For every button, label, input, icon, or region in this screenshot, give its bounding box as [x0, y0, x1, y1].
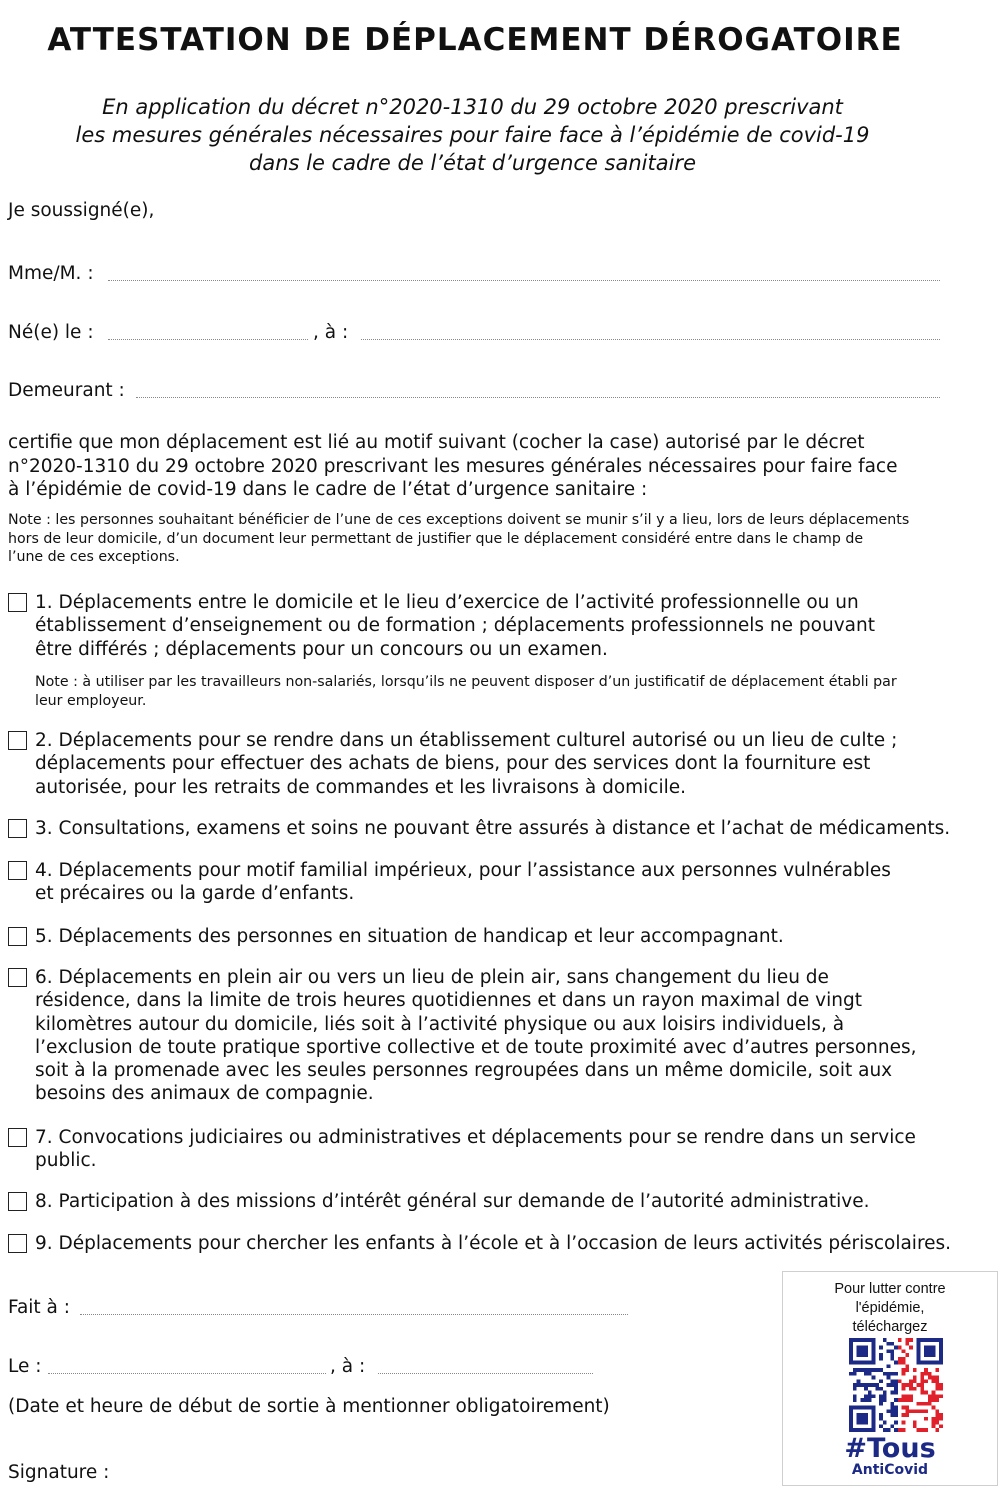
- birth-date-label: Né(e) le :: [8, 322, 94, 343]
- reason-line: 4. Déplacements pour motif familial impérieux, pour l’assistance aux personnes vulnérables: [35, 860, 891, 881]
- subtitle-line: les mesures générales nécessaires pour faire face à l’épidémie de covid-19: [75, 123, 870, 147]
- subtitle: [0, 93, 945, 177]
- reason-3-text: [35, 817, 950, 840]
- promo-line: Pour lutter contre: [834, 1281, 946, 1297]
- address-row: [8, 380, 948, 408]
- date-note: (Date et heure de début de sortie à mentionner obligatoirement): [8, 1396, 610, 1417]
- reason-line: l’exclusion de toute pratique sportive collective et de toute proximité avec d’autres personnes,: [35, 1036, 917, 1058]
- certify-line: n°2020-1310 du 29 octobre 2020 prescrivant les mesures générales nécessaires pour faire face: [8, 455, 898, 477]
- subtitle-line: En application du décret n°2020-1310 du 29 octobre 2020 prescrivant: [102, 95, 843, 119]
- reason-line: et précaires ou la garde d’enfants.: [35, 883, 355, 905]
- reason-5-checkbox[interactable]: [8, 927, 27, 946]
- reason-line: résidence, dans la limite de trois heures quotidiennes et dans un rayon maximal de vingt: [35, 990, 862, 1012]
- reason-line: 9. Déplacements pour chercher les enfants à l’école et à l’occasion de leurs activités périscolaires.: [35, 1233, 952, 1254]
- brand-hashtag: #Tous: [844, 1433, 936, 1464]
- time-field[interactable]: [378, 1373, 593, 1374]
- note-line: leur employeur.: [35, 692, 147, 709]
- reason-line: besoins des animaux de compagnie.: [35, 1083, 374, 1105]
- reason-7-checkbox[interactable]: [8, 1128, 27, 1147]
- app-promo-box: [782, 1271, 998, 1486]
- reason-2-checkbox[interactable]: [8, 731, 27, 750]
- page-title: ATTESTATION DE DÉPLACEMENT DÉROGATOIRE: [47, 22, 903, 58]
- reason-4-checkbox[interactable]: [8, 861, 27, 880]
- intro-text: Je soussigné(e),: [8, 200, 155, 221]
- subtitle-line: dans le cadre de l’état d’urgence sanitaire: [249, 151, 696, 175]
- note-line: Note : les personnes souhaitant bénéficier de l’une de ces exceptions doivent se munir s’il y a lieu, lors de leurs déplacements: [8, 512, 910, 528]
- reason-line: 7. Convocations judiciaires ou administratives et déplacements pour se rendre dans un service: [35, 1127, 916, 1148]
- reason-1-note: [35, 673, 897, 710]
- signature-label: Signature :: [8, 1462, 110, 1483]
- name-row: [8, 263, 948, 291]
- reason-line: autorisée, pour les retraits de commandes et les livraisons à domicile.: [35, 776, 687, 798]
- note-line: l’une de ces exceptions.: [8, 549, 180, 565]
- reason-line: établissement d’enseignement ou de formation ; déplacements professionnels ne pouvant: [35, 615, 875, 637]
- date-row: [8, 1356, 608, 1384]
- fait-field[interactable]: [80, 1314, 628, 1315]
- reason-8-checkbox[interactable]: [8, 1192, 27, 1211]
- reason-line: déplacements pour effectuer des achats de biens, pour des services dont la fourniture est: [35, 753, 871, 775]
- reason-1-text: [35, 591, 875, 661]
- date-label: Le :: [8, 1356, 42, 1377]
- reason-line: soit à la promenade avec les seules personnes regroupées dans un même domicile, soit aux: [35, 1060, 893, 1082]
- reason-6-text: [35, 966, 917, 1106]
- promo-line: l'épidémie,: [855, 1300, 925, 1316]
- certify-paragraph: [8, 431, 968, 502]
- reason-4-text: [35, 859, 891, 906]
- birth-place-label: , à :: [313, 322, 349, 343]
- note-line: hors de leur domicile, d’un document leur permettant de justifier que le déplacement considéré entre dans le champ de: [8, 530, 864, 547]
- certify-line: à l’épidémie de covid-19 dans le cadre de l’état d’urgence sanitaire :: [8, 479, 648, 500]
- reason-line: 6. Déplacements en plein air ou vers un lieu de plein air, sans changement du lieu de: [35, 967, 829, 988]
- address-label: Demeurant :: [8, 380, 125, 401]
- reason-9-checkbox[interactable]: [8, 1234, 27, 1253]
- promo-text: [783, 1280, 997, 1337]
- time-label: , à :: [330, 1356, 366, 1377]
- reason-8-text: [35, 1190, 869, 1213]
- reason-5-text: [35, 925, 784, 948]
- reason-line: kilomètres autour du domicile, liés soit à l’activité physique ou aux loisirs individuels, à: [35, 1013, 845, 1035]
- reason-9-text: [35, 1232, 951, 1255]
- note-line: Note : à utiliser par les travailleurs non-salariés, lorsqu’ils ne peuvent disposer d’un justificatif de déplacement établi par: [35, 674, 897, 690]
- address-field[interactable]: [136, 397, 940, 398]
- reason-line: 5. Déplacements des personnes en situation de handicap et leur accompagnant.: [35, 926, 784, 947]
- reason-3-checkbox[interactable]: [8, 819, 27, 838]
- reason-line: 1. Déplacements entre le domicile et le lieu d’exercice de l’activité professionnelle ou un: [35, 592, 859, 613]
- reason-line: 3. Consultations, examens et soins ne pouvant être assurés à distance et l’achat de médicaments.: [35, 818, 951, 839]
- reason-line: 2. Déplacements pour se rendre dans un établissement culturel autorisé ou un lieu de culte ;: [35, 730, 898, 751]
- name-field[interactable]: [108, 280, 940, 281]
- reason-7-text: [35, 1126, 916, 1173]
- reason-line: 8. Participation à des missions d’intérêt général sur demande de l’autorité administrative.: [35, 1191, 870, 1212]
- certify-line: certifie que mon déplacement est lié au motif suivant (cocher la case) autorisé par le décret: [8, 432, 865, 453]
- reason-line: public.: [35, 1150, 97, 1172]
- qr-code-icon[interactable]: [849, 1338, 943, 1432]
- birth-row: [8, 322, 948, 350]
- reason-line: être différés ; déplacements pour un concours ou un examen.: [35, 638, 608, 660]
- reason-2-text: [35, 729, 897, 799]
- fait-row: [8, 1297, 648, 1325]
- birth-place-field[interactable]: [361, 339, 940, 340]
- brand-name: AntiCovid: [851, 1462, 929, 1478]
- date-field[interactable]: [48, 1373, 326, 1374]
- name-label: Mme/M. :: [8, 263, 94, 284]
- promo-line: téléchargez: [852, 1319, 928, 1335]
- exceptions-note: [8, 511, 909, 567]
- reason-6-checkbox[interactable]: [8, 968, 27, 987]
- reason-1-checkbox[interactable]: [8, 593, 27, 612]
- birth-date-field[interactable]: [108, 339, 308, 340]
- fait-label: Fait à :: [8, 1297, 71, 1318]
